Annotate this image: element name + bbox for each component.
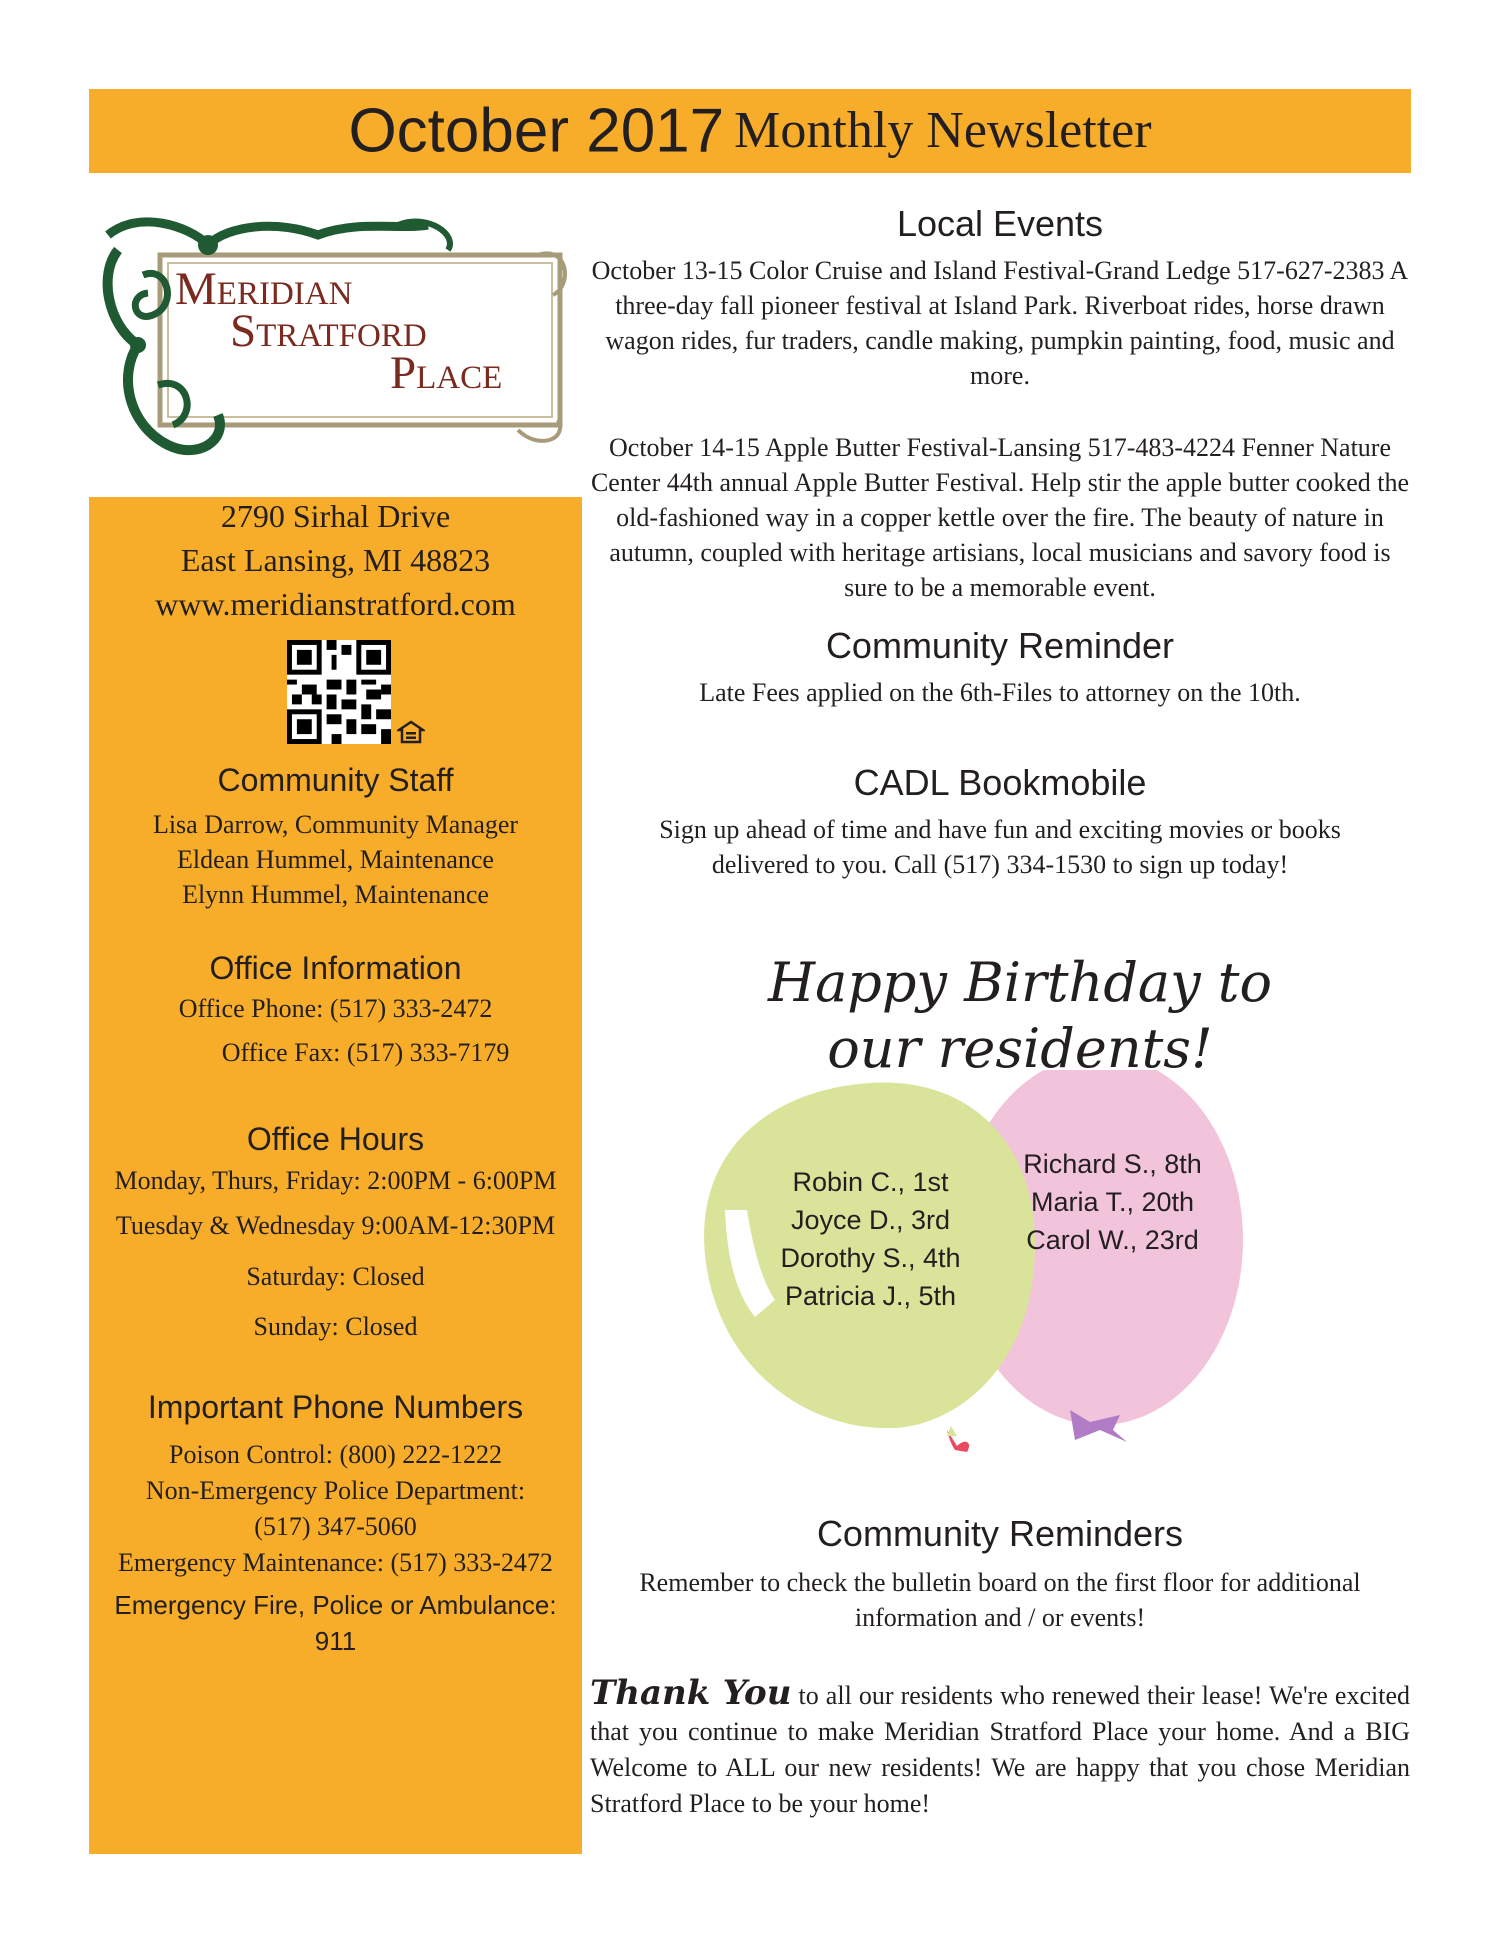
website-link[interactable]: www.meridianstratford.com (155, 586, 516, 622)
phone-list (89, 1437, 582, 1581)
pink-balloon-names (1005, 1145, 1220, 1259)
hours-item: Tuesday & Wednesday 9:00AM-12:30PM (115, 1211, 556, 1240)
community-reminders-text: Remember to check the bulletin board on the first floor for additional information and / or events! (639, 1568, 1361, 1632)
bookmobile-text: Sign up ahead of time and have fun and exciting movies or books delivered to you. Call (517) 334-1530 to sign up today! (659, 815, 1341, 879)
address-block (89, 494, 582, 626)
hours-item: Monday, Thurs, Friday: 2:00PM - 6:00PM (114, 1166, 557, 1195)
birthday-name: Joyce D., 3rd (790, 1205, 951, 1235)
birthday-title-line2: our residents! (827, 1017, 1213, 1080)
logo-line-meridian: Meridian (175, 263, 353, 315)
emergency-label: Emergency Fire, Police or Ambulance: (114, 1590, 557, 1620)
equal-housing-icon (397, 720, 425, 744)
thank-you-text: to all our residents who renewed their lease! We're excited that you continue to make Meridian Stratford Place your home. And a BIG Welcome to ALL our new residents! We are happy that you chose Meridian Stratford Place to be your home! (590, 1681, 1410, 1818)
birthday-title (700, 950, 1340, 1082)
newsletter-title-banner (89, 89, 1411, 173)
office-hours-heading: Office Hours (246, 1121, 425, 1157)
staff-item: Eldean Hummel, Maintenance (177, 845, 494, 874)
emergency-number: 911 (314, 1626, 357, 1656)
office-fax: Office Fax: (517) 333-7179 (221, 1038, 510, 1067)
phone-item: Emergency Maintenance: (517) 333-2472 (118, 1548, 553, 1577)
office-phone: Office Phone: (517) 333-2472 (178, 994, 493, 1023)
office-information-heading: Office Information (209, 950, 462, 986)
community-reminder-heading: Community Reminder (825, 625, 1175, 666)
local-events-heading: Local Events (896, 203, 1104, 244)
address-city: East Lansing, MI 48823 (180, 542, 491, 578)
birthday-name: Dorothy S., 4th (780, 1243, 961, 1273)
thank-you-paragraph (590, 1675, 1410, 1822)
birthday-name: Robin C., 1st (792, 1167, 949, 1197)
thank-you-lead: Thank You (590, 1673, 792, 1713)
event-color-cruise: October 13-15 Color Cruise and Island Festival-Grand Ledge 517-627-2383 A three-day fall pioneer festival at Island Park. Riverboat rides, horse drawn wagon rides, fur traders, candle making, pumpkin painting, food, music and more. (591, 256, 1409, 390)
hours-item: Saturday: Closed (246, 1262, 425, 1291)
hours-item: Sunday: Closed (253, 1312, 418, 1341)
birthday-title-line1: Happy Birthday to (768, 951, 1272, 1014)
qr-code-icon (287, 640, 391, 744)
emergency-block (89, 1587, 582, 1659)
birthday-name: Richard S., 8th (1023, 1149, 1202, 1179)
community-staff-heading: Community Staff (217, 762, 454, 798)
title-month-year: October 2017 (348, 96, 725, 166)
address-street: 2790 Sirhal Drive (220, 498, 451, 534)
staff-item: Elynn Hummel, Maintenance (182, 880, 489, 909)
phone-item: Non-Emergency Police Department: (145, 1476, 526, 1505)
birthday-name: Carol W., 23rd (1026, 1225, 1199, 1255)
birthday-name: Patricia J., 5th (784, 1281, 957, 1311)
logo-line-place: Place (390, 347, 503, 399)
phone-item: Poison Control: (800) 222-1222 (169, 1440, 502, 1469)
green-balloon-names (758, 1163, 983, 1315)
birthday-name: Maria T., 20th (1030, 1187, 1195, 1217)
staff-list (89, 807, 582, 912)
event-apple-butter: October 14-15 Apple Butter Festival-Lansing 517-483-4224 Fenner Nature Center 44th annual Apple Butter Festival. Help stir the apple butter cooked the old-fashioned way in a copper kettle over the fire. The beauty of nature in autumn, coupled with heritage artisians, local musicians and savory food is sure to be a memorable event. (590, 433, 1410, 602)
important-phone-numbers-heading: Important Phone Numbers (147, 1389, 524, 1425)
community-reminder-text: Late Fees applied on the 6th-Files to attorney on the 10th. (699, 678, 1301, 707)
logo-line-stratford: Stratford (230, 305, 427, 357)
community-reminders-heading: Community Reminders (816, 1513, 1184, 1554)
staff-item: Lisa Darrow, Community Manager (152, 810, 519, 839)
logo-wordmark (175, 263, 535, 418)
title-monthly-newsletter: Monthly Newsletter (734, 102, 1152, 160)
phone-item: (517) 347-5060 (254, 1512, 417, 1541)
bookmobile-heading: CADL Bookmobile (853, 762, 1147, 803)
